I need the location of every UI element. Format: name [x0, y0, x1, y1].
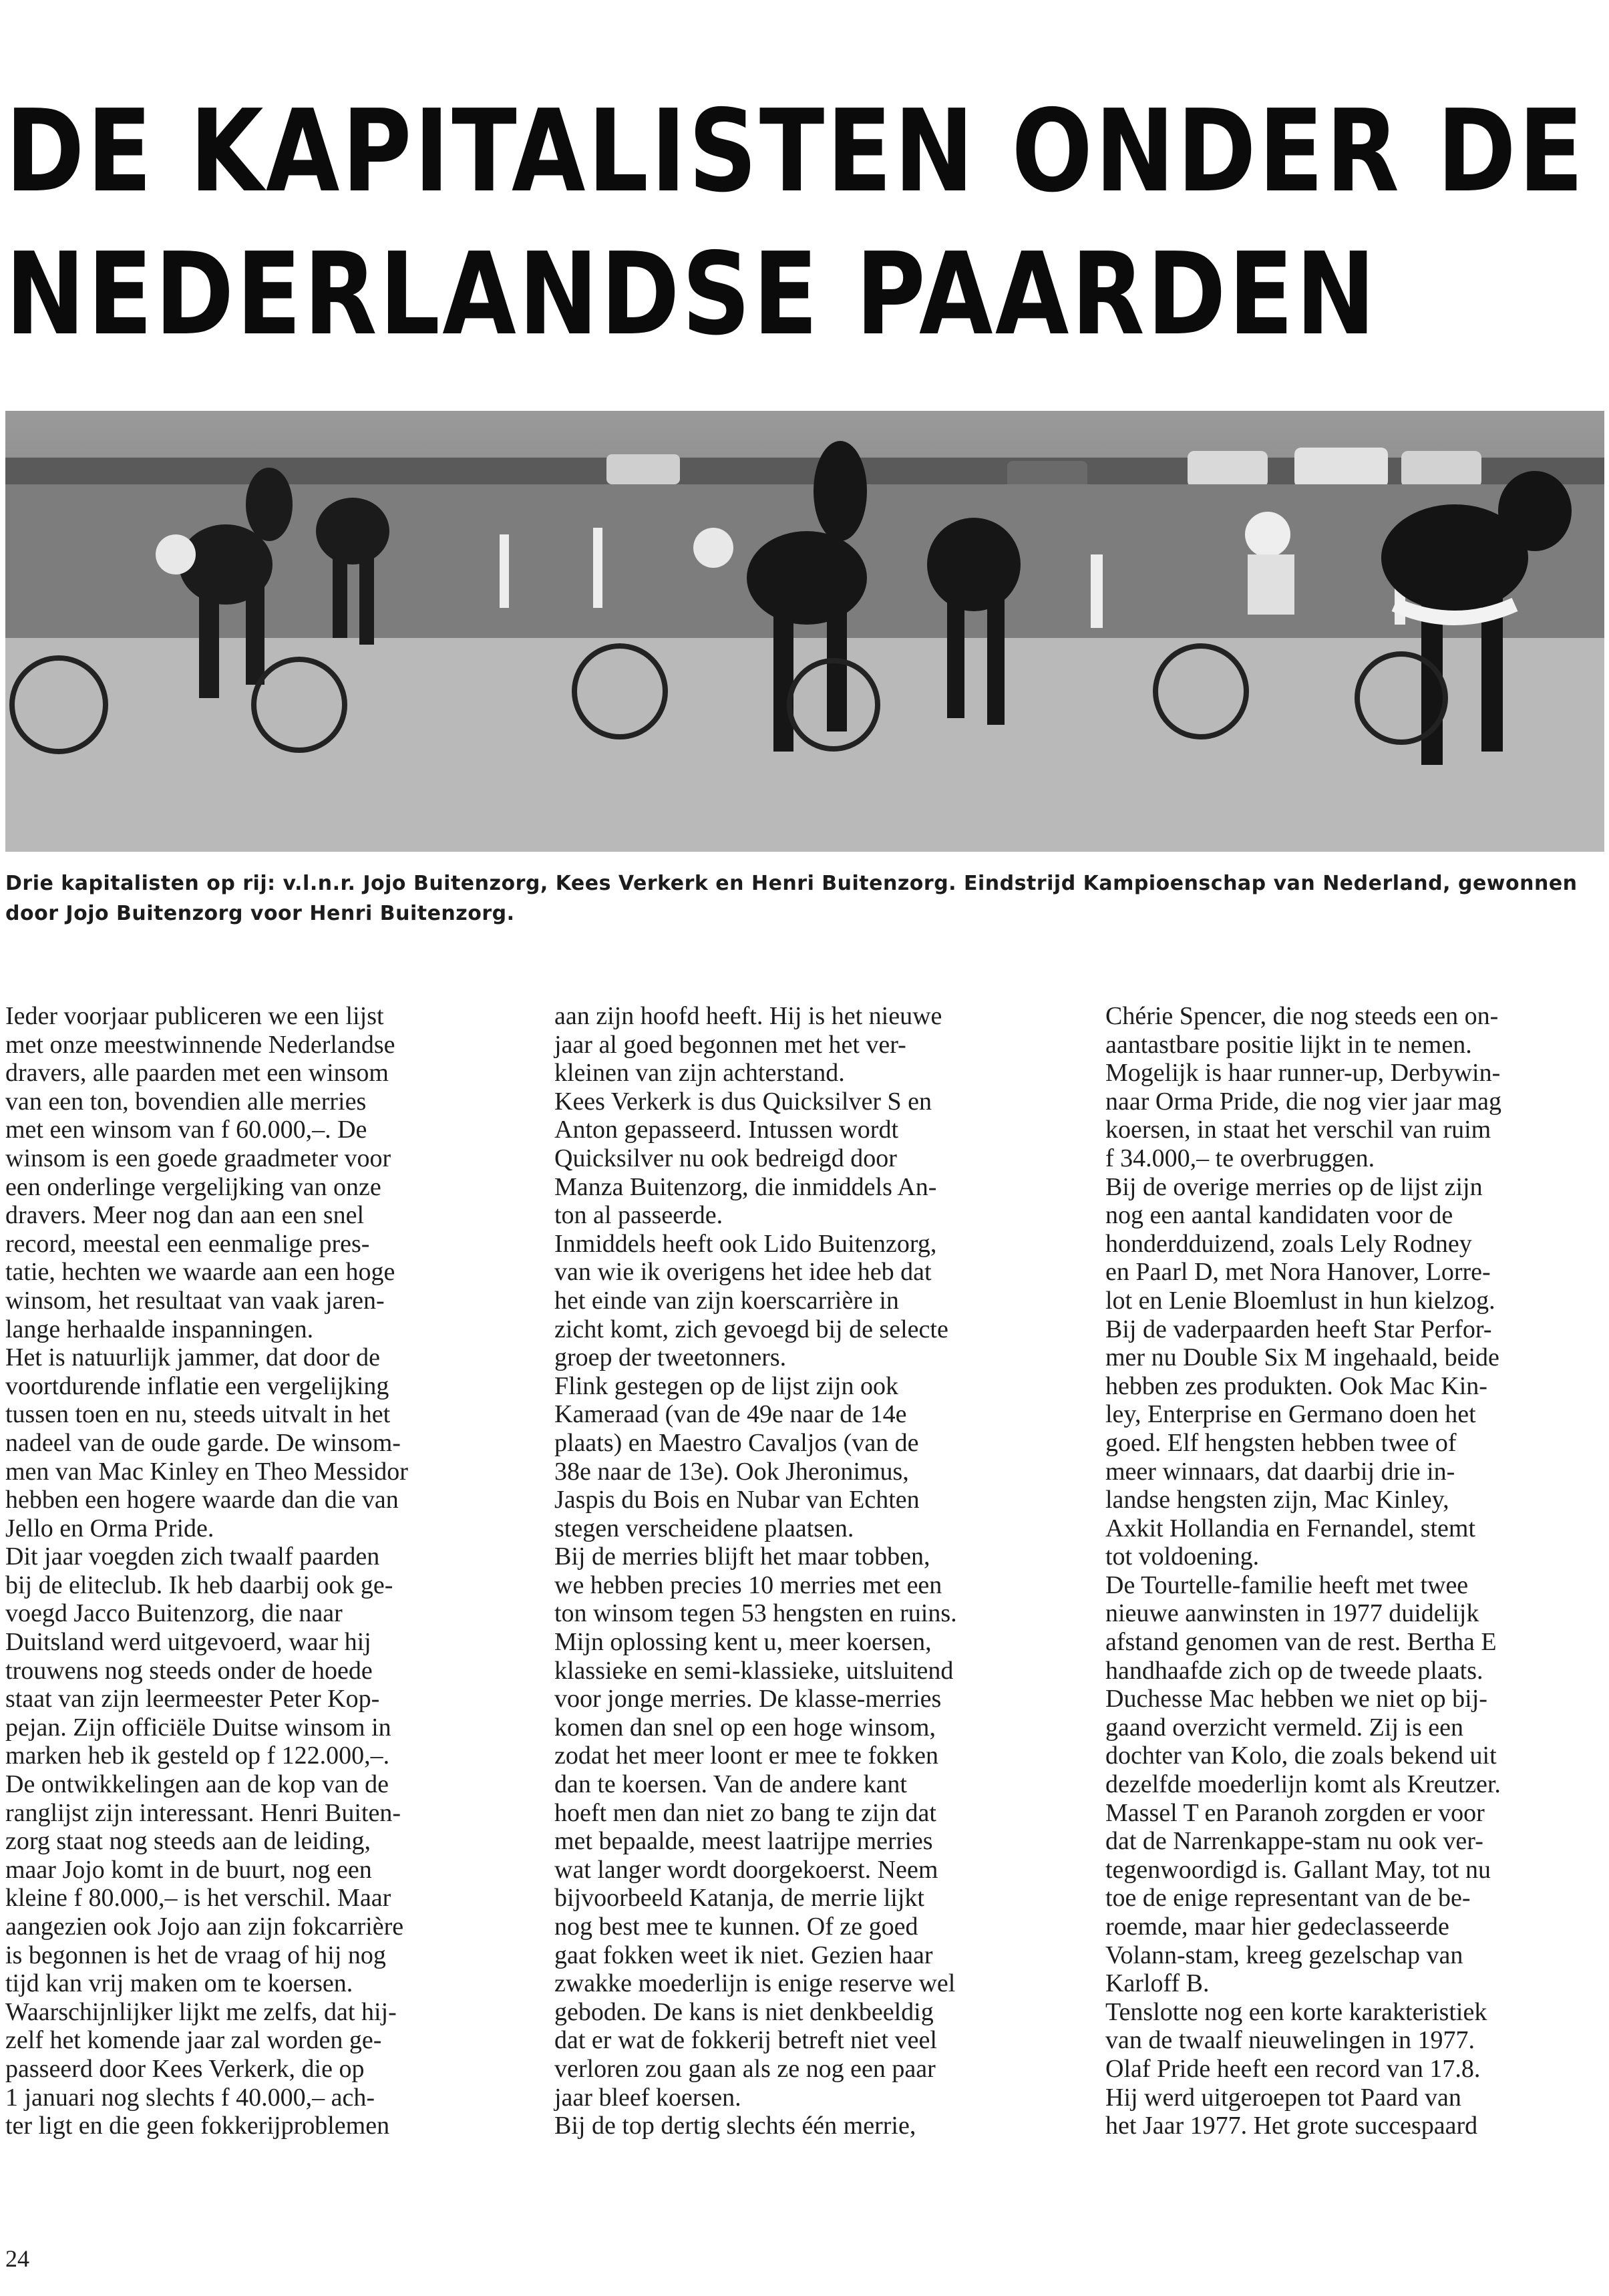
text-line: Bij de overige merries op de lijst zijn — [1105, 1172, 1483, 1201]
text-line: hebben een hogere waarde dan die van — [5, 1486, 399, 1514]
text-line: bijvoorbeeld Katanja, de merrie lijkt — [554, 1884, 924, 1913]
text-line: f 34.000,– te overbruggen. — [1105, 1144, 1375, 1172]
text-line: meer winnaars, dat daarbij drie in- — [1105, 1457, 1455, 1486]
text-line: Anton gepasseerd. Intussen wordt — [554, 1116, 899, 1144]
text-line: tatie, hechten we waarde aan een hoge — [5, 1258, 395, 1287]
text-line: Quicksilver nu ook bedreigd door — [554, 1144, 897, 1172]
text-line: komen dan snel op een hoge winsom, — [554, 1713, 936, 1742]
text-line: lot en Lenie Bloemlust in hun kielzog. — [1105, 1286, 1495, 1315]
text-line: een onderlinge vergelijking van onze — [5, 1172, 381, 1201]
text-line: voor jonge merries. De klasse-merries — [554, 1685, 942, 1713]
photo-illustration — [5, 411, 1604, 852]
text-line: gaat fokken weet ik niet. Gezien haar — [554, 1941, 933, 1969]
text-line: Tenslotte nog een korte karakteristiek — [1105, 1997, 1487, 2026]
text-line: koersen, in staat het verschil van ruim — [1105, 1116, 1491, 1144]
page-number: 24 — [5, 2245, 29, 2272]
text-line: van een ton, bovendien alle merries — [5, 1087, 367, 1116]
text-line: Karloff B. — [1105, 1969, 1210, 1998]
text-line: dat de Narrenkappe-stam nu ook ver- — [1105, 1827, 1483, 1856]
text-line: De ontwikkelingen aan de kop van de — [5, 1770, 389, 1799]
text-line: afstand genomen van de rest. Bertha E — [1105, 1628, 1497, 1657]
text-line: roemde, maar hier gedeclasseerde — [1105, 1913, 1449, 1941]
text-line: 38e naar de 13e). Ook Jheronimus, — [554, 1457, 909, 1486]
text-line: plaats) en Maestro Cavaljos (van de — [554, 1428, 919, 1457]
harness-racing-photo — [5, 411, 1604, 852]
headline-line-1: DE KAPITALISTEN ONDER DE — [5, 86, 1586, 218]
text-line: ranglijst zijn interessant. Henri Buiten- — [5, 1798, 401, 1827]
text-line: jaar al goed begonnen met het ver- — [554, 1030, 906, 1059]
text-line: jaar bleef koersen. — [554, 2083, 741, 2112]
text-line: winsom, het resultaat van vaak jaren- — [5, 1286, 385, 1315]
text-line: Jaspis du Bois en Nubar van Echten — [554, 1486, 920, 1514]
text-line: Het is natuurlijk jammer, dat door de — [5, 1343, 380, 1372]
text-line: ton winsom tegen 53 hengsten en ruins. — [554, 1599, 957, 1628]
text-line: staat van zijn leermeester Peter Kop- — [5, 1685, 380, 1713]
text-line: Olaf Pride heeft een record van 17.8. — [1105, 2054, 1481, 2083]
text-line: Duitsland werd uitgevoerd, waar hij — [5, 1628, 371, 1657]
text-line: het Jaar 1977. Het grote succespaard — [1105, 2112, 1478, 2140]
text-line: is begonnen is het de vraag of hij nog — [5, 1941, 386, 1969]
text-line: kleine f 80.000,– is het verschil. Maar — [5, 1884, 391, 1913]
text-line: Kees Verkerk is dus Quicksilver S en — [554, 1087, 932, 1116]
text-line: Bij de merries blijft het maar tobben, — [554, 1542, 930, 1571]
text-line: Jello en Orma Pride. — [5, 1514, 214, 1542]
text-line: ter ligt en die geen fokkerijproblemen — [5, 2112, 390, 2140]
text-line: passeerd door Kees Verkerk, die op — [5, 2054, 365, 2083]
text-line: geboden. De kans is niet denkbeeldig — [554, 1997, 934, 2026]
text-line: dan te koersen. Van de andere kant — [554, 1770, 907, 1799]
text-line: Mijn oplossing kent u, meer koersen, — [554, 1628, 932, 1657]
text-line: landse hengsten zijn, Mac Kinley, — [1105, 1486, 1449, 1514]
text-line: voegd Jacco Buitenzorg, die naar — [5, 1599, 343, 1628]
text-line: record, meestal een eenmalige pres- — [5, 1229, 370, 1258]
text-line: marken heb ik gesteld op f 122.000,–. — [5, 1742, 390, 1770]
text-line: zorg staat nog steeds aan de leiding, — [5, 1827, 371, 1856]
text-line: mer nu Double Six M ingehaald, beide — [1105, 1343, 1499, 1372]
text-line: goed. Elf hengsten hebben twee of — [1105, 1428, 1457, 1457]
text-line: groep der tweetonners. — [554, 1343, 787, 1372]
text-line: men van Mac Kinley en Theo Messidor — [5, 1457, 408, 1486]
text-line: Mogelijk is haar runner-up, Derbywin- — [1105, 1059, 1501, 1088]
text-line: aangezien ook Jojo aan zijn fokcarrière — [5, 1913, 404, 1941]
text-line: nog best mee te kunnen. Of ze goed — [554, 1913, 918, 1941]
text-line: nog een aantal kandidaten voor de — [1105, 1201, 1453, 1230]
text-line: pejan. Zijn officiële Duitse winsom in — [5, 1713, 391, 1742]
text-line: Ieder voorjaar publiceren we een lijst — [5, 1002, 384, 1030]
text-line: Massel T en Paranoh zorgden er voor — [1105, 1798, 1485, 1827]
text-line: nadeel van de oude garde. De winsom- — [5, 1428, 401, 1457]
text-line: Inmiddels heeft ook Lido Buitenzorg, — [554, 1229, 937, 1258]
text-line: Kameraad (van de 49e naar de 14e — [554, 1400, 907, 1429]
text-line: 1 januari nog slechts f 40.000,– ach- — [5, 2083, 375, 2112]
text-line: Chérie Spencer, die nog steeds een on- — [1105, 1002, 1499, 1030]
text-line: dezelfde moederlijn komt als Kreutzer. — [1105, 1770, 1501, 1799]
text-line: tijd kan vrij maken om te koersen. — [5, 1969, 353, 1998]
text-line: met bepaalde, meest laatrijpe merries — [554, 1827, 933, 1856]
text-line: gaand overzicht vermeld. Zij is een — [1105, 1713, 1464, 1742]
text-line: dat er wat de fokkerij betreft niet veel — [554, 2026, 937, 2055]
text-column-1 — [5, 1002, 480, 2140]
text-line: zodat het meer loont er mee te fokken — [554, 1742, 939, 1770]
text-line: klassieke en semi-klassieke, uitsluitend — [554, 1656, 954, 1685]
text-line: naar Orma Pride, die nog vier jaar mag — [1105, 1087, 1501, 1116]
photo-caption: Drie kapitalisten op rij: v.l.n.r. Jojo Buitenzorg, Kees Verkerk en Henri Buitenzorg. Eindstrijd Kampioenschap van Nederland, gewonnen door Jojo Buitenzorg voor Henri Buitenzorg. — [5, 872, 1578, 925]
text-line: dravers. Meer nog dan aan een snel — [5, 1201, 365, 1230]
text-line: kleinen van zijn achterstand. — [554, 1059, 845, 1088]
article-headline — [5, 80, 1586, 366]
text-line: handhaafde zich op de tweede plaats. — [1105, 1656, 1483, 1685]
text-line: Bij de vaderpaarden heeft Star Perfor- — [1105, 1315, 1492, 1343]
text-line: aantastbare positie lijkt in te nemen. — [1105, 1030, 1472, 1059]
text-line: trouwens nog steeds onder de hoede — [5, 1656, 373, 1685]
text-line: voortdurende inflatie een vergelijking — [5, 1371, 389, 1400]
text-line: ton al passeerde. — [554, 1201, 723, 1230]
text-line: Bij de top dertig slechts één merrie, — [554, 2112, 916, 2140]
text-column-2 — [554, 1002, 1029, 2140]
headline-line-2: NEDERLANDSE PAARDEN — [5, 228, 1378, 361]
text-line: verloren zou gaan als ze nog een paar — [554, 2054, 936, 2083]
text-column-3 — [1105, 1002, 1580, 2140]
text-line: winsom is een goede graadmeter voor — [5, 1144, 391, 1172]
text-line: tussen toen en nu, steeds uitvalt in het — [5, 1400, 391, 1429]
text-line: hebben zes produkten. Ook Mac Kin- — [1105, 1371, 1487, 1400]
text-line: van de twaalf nieuwelingen in 1977. — [1105, 2026, 1475, 2055]
text-line: Hij werd uitgeroepen tot Paard van — [1105, 2083, 1461, 2112]
text-line: tot voldoening. — [1105, 1542, 1260, 1571]
text-line: nieuwe aanwinsten in 1977 duidelijk — [1105, 1599, 1479, 1628]
text-line: Axkit Hollandia en Fernandel, stemt — [1105, 1514, 1476, 1542]
text-line: zwakke moederlijn is enige reserve wel — [554, 1969, 956, 1998]
text-line: met onze meestwinnende Nederlandse — [5, 1030, 395, 1059]
text-line: van wie ik overigens het idee heb dat — [554, 1258, 932, 1287]
text-line: ley, Enterprise en Germano doen het — [1105, 1400, 1476, 1429]
text-line: zicht komt, zich gevoegd bij de selecte — [554, 1315, 948, 1343]
text-line: en Paarl D, met Nora Hanover, Lorre- — [1105, 1258, 1491, 1287]
text-line: hoeft men dan niet zo bang te zijn dat — [554, 1798, 936, 1827]
text-line: dravers, alle paarden met een winsom — [5, 1059, 389, 1088]
text-line: maar Jojo komt in de buurt, nog een — [5, 1855, 372, 1884]
text-line: het einde van zijn koerscarrière in — [554, 1286, 899, 1315]
text-line: Duchesse Mac hebben we niet op bij- — [1105, 1685, 1487, 1713]
text-line: toe de enige representant van de be- — [1105, 1884, 1471, 1913]
text-line: dochter van Kolo, die zoals bekend uit — [1105, 1742, 1497, 1770]
text-line: wat langer wordt doorgekoerst. Neem — [554, 1855, 938, 1884]
text-line: honderdduizend, zoals Lely Rodney — [1105, 1229, 1472, 1258]
text-line: aan zijn hoofd heeft. Hij is het nieuwe — [554, 1002, 942, 1030]
text-line: Waarschijnlijker lijkt me zelfs, dat hij- — [5, 1997, 397, 2026]
text-line: tegenwoordigd is. Gallant May, tot nu — [1105, 1855, 1491, 1884]
text-line: we hebben precies 10 merries met een — [554, 1571, 942, 1599]
text-line: Flink gestegen op de lijst zijn ook — [554, 1371, 899, 1400]
text-line: bij de eliteclub. Ik heb daarbij ook ge- — [5, 1571, 393, 1599]
text-line: zelf het komende jaar zal worden ge- — [5, 2026, 382, 2055]
text-line: Dit jaar voegden zich twaalf paarden — [5, 1542, 380, 1571]
text-line: lange herhaalde inspanningen. — [5, 1315, 314, 1343]
text-line: De Tourtelle-familie heeft met twee — [1105, 1571, 1469, 1599]
text-line: stegen verscheidene plaatsen. — [554, 1514, 854, 1542]
text-line: Volann-stam, kreeg gezelschap van — [1105, 1941, 1463, 1969]
text-line: met een winsom van f 60.000,–. De — [5, 1116, 367, 1144]
text-line: Manza Buitenzorg, die inmiddels An- — [554, 1172, 937, 1201]
